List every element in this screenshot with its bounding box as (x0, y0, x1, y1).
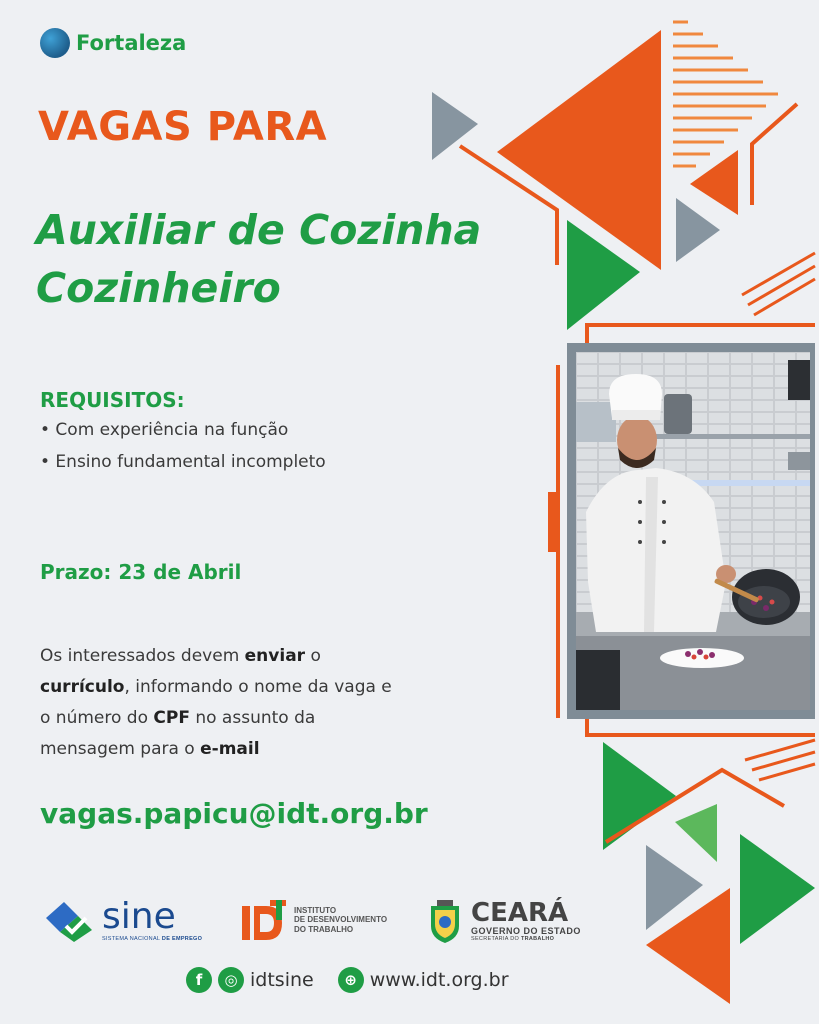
instructions-bold: e-mail (200, 739, 260, 759)
city-header (40, 28, 186, 58)
idt-logo-text (294, 906, 387, 935)
website-link[interactable]: www.idt.org.br (369, 969, 509, 991)
sine-tagline (102, 936, 202, 942)
social-bar (186, 967, 509, 993)
job-title-1: Auxiliar de Cozinha (36, 206, 482, 254)
ceara-coat-of-arms-icon (427, 898, 463, 944)
chef-cooking-image (576, 352, 810, 710)
ceara-line2-bold: TRABALHO (520, 936, 555, 942)
instructions-text (40, 641, 400, 765)
deadline: Prazo: 23 de Abril (40, 560, 242, 584)
ceara-logo (427, 898, 581, 944)
chef-photo (576, 352, 810, 710)
instructions-part: o (305, 646, 321, 666)
ceara-line2-prefix: SECRETARIA DO (471, 936, 521, 942)
ceara-line2 (471, 936, 581, 942)
social-handle[interactable]: idtsine (250, 969, 314, 991)
instructions-part: , informando o nome da vaga e o número do (40, 677, 392, 728)
requirement-item: • Com experiência na função (40, 420, 289, 440)
sine-name: sine (102, 896, 176, 937)
facebook-icon[interactable]: f (186, 967, 212, 993)
requirements-title: REQUISITOS: (40, 388, 185, 412)
instagram-icon[interactable]: ◎ (218, 967, 244, 993)
idt-logo (240, 898, 387, 942)
sine-tagline-prefix: SISTEMA NACIONAL (102, 936, 162, 942)
job-title-2: Cozinheiro (36, 264, 281, 312)
ceara-name: CEARÁ (471, 898, 569, 928)
headline: VAGAS PARA (38, 104, 328, 150)
globe-icon (40, 28, 70, 58)
instructions-part: Os interessados devem (40, 646, 245, 666)
instructions-bold: currículo (40, 677, 125, 697)
ceara-line1: GOVERNO DO ESTADO (471, 926, 581, 936)
sine-logo (42, 898, 202, 944)
idt-line: INSTITUTO (294, 905, 337, 915)
instructions-bold: CPF (153, 708, 190, 728)
sine-logo-icon (42, 898, 98, 944)
globe-icon[interactable]: ⊕ (338, 967, 364, 993)
idt-line: DE DESENVOLVIMENTO (294, 915, 388, 925)
instructions-part: no assunto da mensagem para o (40, 708, 316, 759)
idt-line: DO TRABALHO (294, 924, 354, 934)
ceara-logo-text (471, 900, 581, 942)
instructions-bold: enviar (244, 646, 306, 666)
sine-logo-text (102, 896, 203, 942)
contact-email[interactable]: vagas.papicu@idt.org.br (40, 797, 428, 830)
city-name: Fortaleza (76, 31, 187, 55)
sine-tagline-bold: DE EMPREGO (161, 936, 203, 942)
idt-logo-icon (240, 898, 288, 942)
requirement-item: • Ensino fundamental incompleto (40, 452, 326, 472)
